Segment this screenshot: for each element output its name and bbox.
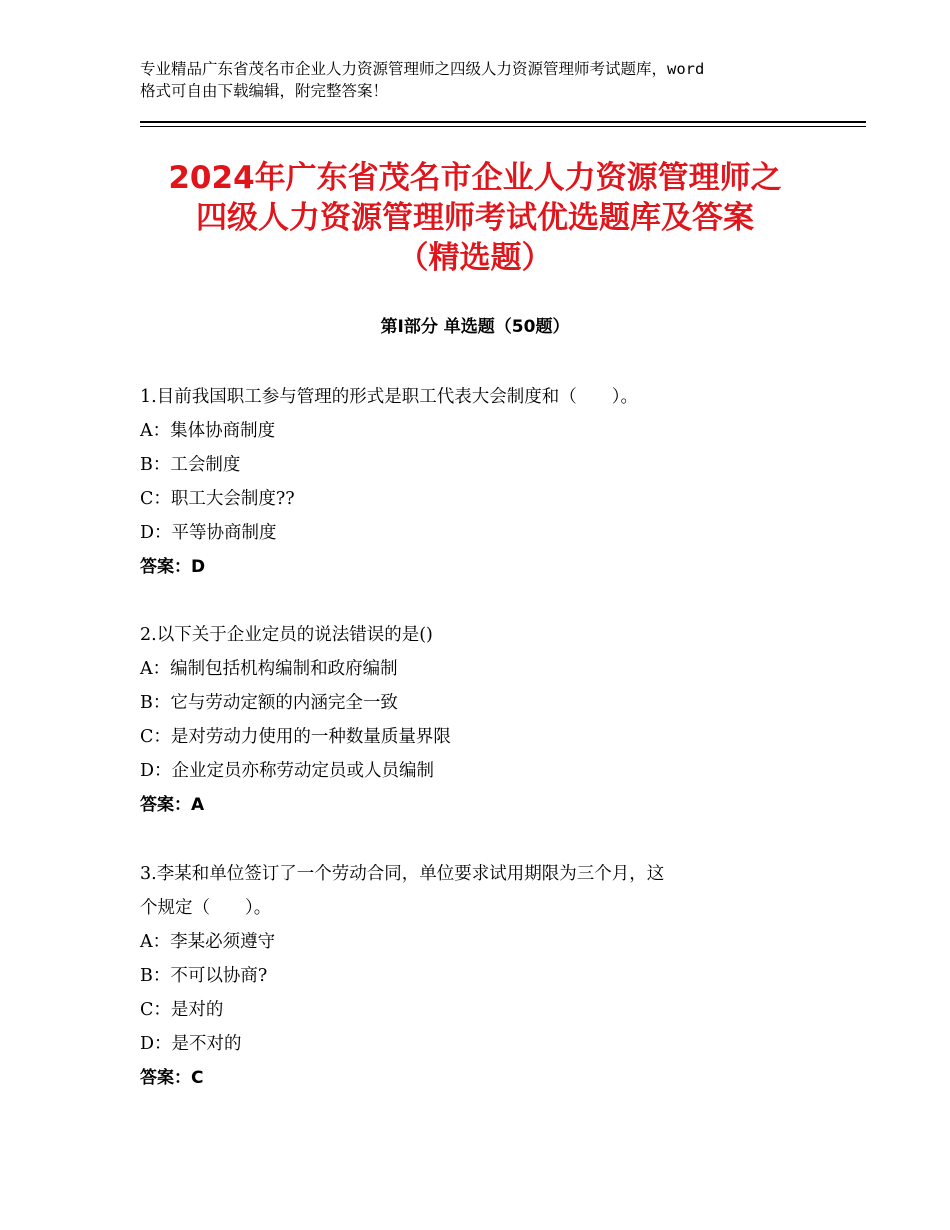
section-title: 第Ⅰ部分 单选题（50题） bbox=[380, 317, 570, 337]
question-stem: 1.目前我国职工参与管理的形式是职工代表大会制度和（ ）。 bbox=[140, 387, 638, 407]
option-b: B：它与劳动定额的内涵完全一致 bbox=[140, 693, 398, 713]
option-c: C：职工大会制度?? bbox=[140, 489, 295, 509]
document-title-line-3: （精选题） bbox=[397, 240, 553, 276]
option-d: D：平等协商制度 bbox=[140, 523, 277, 543]
header-note bbox=[140, 58, 840, 102]
option-c: C：是对劳动力使用的一种数量质量界限 bbox=[140, 727, 451, 747]
option-a: A：编制包括机构编制和政府编制 bbox=[140, 659, 398, 679]
option-d: D：是不对的 bbox=[140, 1034, 242, 1054]
option-b: B：工会制度 bbox=[140, 455, 241, 475]
question-1 bbox=[140, 380, 810, 584]
option-c: C：是对的 bbox=[140, 1000, 224, 1020]
header-divider-thin bbox=[140, 126, 866, 127]
answer: 答案：A bbox=[140, 795, 205, 815]
header-note-line-1: 专业精品广东省茂名市企业人力资源管理师之四级人力资源管理师考试题库，word bbox=[140, 60, 705, 78]
document-title bbox=[130, 158, 820, 278]
question-stem: 2.以下关于企业定员的说法错误的是() bbox=[140, 625, 433, 645]
question-stem-line-2: 个规定（ ）。 bbox=[140, 898, 272, 918]
question-3 bbox=[140, 857, 810, 1095]
document-title-line-2: 四级人力资源管理师考试优选题库及答案 bbox=[196, 200, 754, 236]
question-stem-line-1: 3.李某和单位签订了一个劳动合同，单位要求试用期限为三个月，这 bbox=[140, 864, 665, 884]
option-a: A：李某必须遵守 bbox=[140, 932, 276, 952]
question-2 bbox=[140, 618, 810, 822]
document-title-line-1: 2024年广东省茂名市企业人力资源管理师之 bbox=[168, 160, 782, 196]
answer: 答案：D bbox=[140, 557, 206, 577]
option-b: B：不可以协商? bbox=[140, 966, 268, 986]
header-divider-thick bbox=[140, 121, 866, 123]
answer: 答案：C bbox=[140, 1068, 204, 1088]
option-a: A：集体协商制度 bbox=[140, 421, 276, 441]
option-d: D：企业定员亦称劳动定员或人员编制 bbox=[140, 761, 435, 781]
header-note-line-2: 格式可自由下载编辑，附完整答案！ bbox=[140, 82, 389, 100]
